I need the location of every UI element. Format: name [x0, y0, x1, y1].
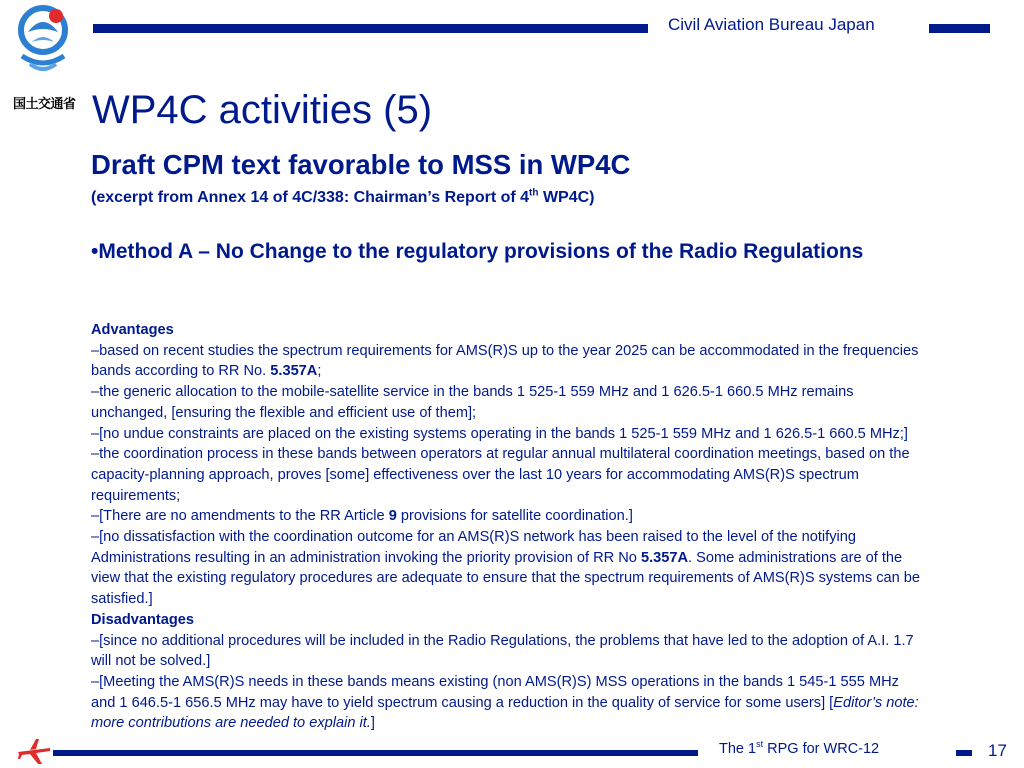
advantage-item: –[There are no amendments to the RR Article 9 provisions for satellite coordination.]	[91, 508, 633, 525]
footer-bar	[53, 750, 698, 756]
airplane-icon	[16, 736, 52, 766]
page-number: 17	[988, 741, 1007, 760]
subtitle: Draft CPM text favorable to MSS in WP4C	[91, 149, 631, 180]
excerpt-text-end: WP4C)	[538, 189, 595, 206]
disadvantages-heading: Disadvantages	[91, 611, 195, 628]
page-title: WP4C activities (5)	[92, 88, 433, 132]
mlit-logo	[12, 4, 74, 86]
disadvantage-item: –[since no additional procedures will be included in the Radio Regulations, the problems that have led to the adoption of A.I. 1.7 will not be solved.]	[91, 632, 914, 670]
disadvantage-item: –[Meeting the AMS(R)S needs in these bands means existing (non AMS(R)S) MSS operations in the bands 1 545-1 555 MHz and 1 646.5-1 656.5 MHz may have to yield spectrum causing a reduction in the quality of service for some users] [Editor’s note: more contributions are needed to explain it.]	[91, 673, 919, 732]
logo-text: 国土交通省	[13, 96, 76, 111]
advantage-item: –based on recent studies the spectrum requirements for AMS(R)S up to the year 2025 can be accommodated in the frequencies bands according to RR No. 5.357A;	[91, 342, 919, 380]
excerpt-note	[91, 189, 595, 207]
excerpt-text: (excerpt from Annex 14 of 4C/338: Chairman’s Report of 4	[91, 189, 530, 206]
excerpt-superscript: th	[529, 187, 539, 199]
advantages-heading: Advantages	[91, 322, 174, 338]
advantage-item: –[no dissatisfaction with the coordination outcome for an AMS(R)S network has been raised to the level of the notifying Administrations resulting in an administration invoking the priority provision of RR No 5.357A. Some administrations are of the view that the existing regulatory procedures are adequate to ensure that the spectrum requirements of AMS(R)S systems can be satisfied.]	[91, 529, 921, 608]
header-organization: Civil Aviation Bureau Japan	[668, 15, 875, 34]
header-bar-short	[929, 24, 990, 33]
body-text	[91, 320, 921, 734]
footer-bar-short	[956, 750, 972, 756]
footer-text: The 1st RPG for WRC-12	[719, 739, 880, 757]
advantage-item: –the generic allocation to the mobile-satellite service in the bands 1 525-1 559 MHz and 1 626.5-1 660.5 MHz remains unchanged, [ensuring the flexible and efficient use of them];	[91, 384, 854, 421]
method-heading: •Method A – No Change to the regulatory provisions of the Radio Regulations	[91, 240, 864, 263]
advantage-item: –[no undue constraints are placed on the existing systems operating in the bands 1 525-1 559 MHz and 1 626.5-1 660.5 MHz;]	[91, 425, 908, 442]
advantage-item: –the coordination process in these bands between operators at regular annual multilateral coordination meetings, based on the capacity-planning approach, proves [some] effectiveness over the last 10 years for accommodating AMS(R)S spectrum requirements;	[91, 446, 910, 504]
header-bar	[93, 24, 648, 33]
